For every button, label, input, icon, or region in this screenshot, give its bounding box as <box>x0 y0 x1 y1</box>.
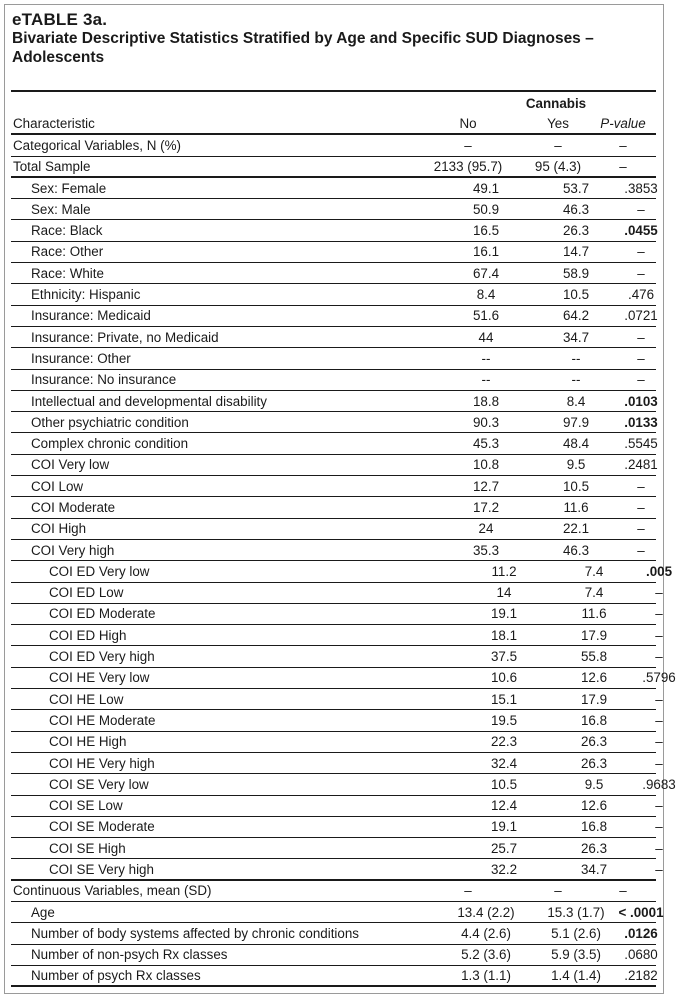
cell-yes: 48.4 <box>562 436 590 452</box>
cell-pvalue: – <box>637 350 645 366</box>
cell-pvalue: .5796 <box>642 670 676 686</box>
data-table <box>11 90 676 987</box>
cell-pvalue: < .0001 <box>618 904 664 920</box>
row-label: COI HE Very high <box>49 755 155 771</box>
row-label: Age <box>31 904 55 920</box>
cell-no: 18.8 <box>472 393 500 409</box>
row-label: Race: White <box>31 265 104 281</box>
cell-no: 18.1 <box>490 627 518 643</box>
cell-no: 22.3 <box>490 734 518 750</box>
cell-yes: 10.5 <box>562 478 590 494</box>
row-label: COI ED Low <box>49 585 124 601</box>
row-label: COI SE Low <box>49 798 123 814</box>
cell-yes: – <box>554 883 562 899</box>
col-header-pvalue: P-value <box>600 116 646 132</box>
cell-no: 17.2 <box>472 499 500 515</box>
table-row <box>11 540 656 561</box>
table-row <box>11 604 663 625</box>
table-row <box>11 625 663 646</box>
cell-yes: 5.1 (2.6) <box>551 925 601 941</box>
cell-pvalue: – <box>637 372 645 388</box>
row-label: COI ED High <box>49 627 127 643</box>
row-label: COI ED Very low <box>49 563 150 579</box>
cell-no: 11.2 <box>491 563 517 579</box>
table-row <box>11 242 656 263</box>
cell-pvalue: – <box>655 712 663 728</box>
row-label: COI Very low <box>31 457 110 473</box>
cell-pvalue: – <box>655 840 663 856</box>
cell-pvalue: – <box>637 521 645 537</box>
table-row <box>11 902 664 923</box>
table-row <box>11 710 663 731</box>
row-label: COI SE Moderate <box>49 819 155 835</box>
cell-yes: 16.8 <box>580 819 608 835</box>
cell-no: 32.4 <box>490 755 518 771</box>
cell-no: 90.3 <box>472 414 500 430</box>
cell-no: 24 <box>478 521 494 537</box>
cell-pvalue: .2182 <box>624 968 658 984</box>
table-header <box>12 10 657 67</box>
table-title-line1: Bivariate Descriptive Statistics Stratified by Age and Specific SUD Diagnoses – <box>12 30 594 47</box>
table-row <box>11 519 656 540</box>
table-row <box>11 306 656 327</box>
cell-yes: 95 (4.3) <box>534 158 582 174</box>
cell-pvalue: .476 <box>627 287 655 303</box>
cell-pvalue: – <box>655 798 663 814</box>
cell-yes: 1.4 (1.4) <box>551 968 601 984</box>
cell-yes: 9.5 <box>566 457 586 473</box>
cell-yes: 26.3 <box>580 840 608 856</box>
col-header-characteristic: Characteristic <box>13 116 95 132</box>
cell-yes: 46.3 <box>562 542 590 558</box>
cell-yes: -- <box>571 350 581 366</box>
row-label: Insurance: Private, no Medicaid <box>31 329 219 345</box>
column-group-cannabis: Cannabis <box>525 95 587 111</box>
cell-no: 13.4 (2.2) <box>457 904 515 920</box>
cell-yes: 11.6 <box>563 499 589 515</box>
cell-pvalue: .2481 <box>624 457 658 473</box>
cell-no: – <box>464 883 472 899</box>
row-label: COI Very high <box>31 542 115 558</box>
table-row <box>11 348 656 369</box>
cell-yes: 7.4 <box>584 585 604 601</box>
cell-no: – <box>464 137 472 153</box>
cell-no: 51.6 <box>472 308 500 324</box>
cell-yes: 64.2 <box>562 308 590 324</box>
cell-pvalue: .005 <box>645 563 673 579</box>
row-label: Insurance: Other <box>31 350 131 366</box>
cell-no: 50.9 <box>472 201 500 217</box>
cell-yes: 14.7 <box>562 244 590 260</box>
table-row <box>11 199 656 220</box>
cell-yes: 17.9 <box>580 627 608 643</box>
cell-yes: 34.7 <box>580 861 608 877</box>
table-row <box>11 497 656 518</box>
cell-pvalue: – <box>619 158 627 174</box>
table-row <box>11 178 656 199</box>
table-row <box>11 157 656 178</box>
table-row <box>11 732 663 753</box>
cell-pvalue: .0133 <box>624 414 658 430</box>
row-label: Insurance: Medicaid <box>31 308 151 324</box>
row-label: Other psychiatric condition <box>31 414 189 430</box>
cell-pvalue: – <box>637 329 645 345</box>
row-label: COI HE High <box>49 734 127 750</box>
cell-pvalue: .9683 <box>642 776 676 792</box>
row-label: Insurance: No insurance <box>31 372 177 388</box>
cell-yes: 9.5 <box>584 776 604 792</box>
row-label: COI SE High <box>49 840 126 856</box>
cell-pvalue: .5545 <box>624 436 658 452</box>
cell-no: 4.4 (2.6) <box>461 925 511 941</box>
row-label: COI High <box>31 521 87 537</box>
cell-pvalue: – <box>655 585 663 601</box>
row-label: Categorical Variables, N (%) <box>13 137 181 153</box>
cell-yes: 11.6 <box>581 606 607 622</box>
cell-pvalue: – <box>619 883 627 899</box>
cell-no: 2133 (95.7) <box>433 158 503 174</box>
cell-yes: 55.8 <box>580 649 608 665</box>
cell-yes: 16.8 <box>580 712 608 728</box>
cell-no: 10.5 <box>490 776 518 792</box>
table-row <box>11 646 663 667</box>
cell-pvalue: – <box>655 861 663 877</box>
cell-pvalue: – <box>637 478 645 494</box>
row-label: COI HE Moderate <box>49 712 156 728</box>
cell-yes: 46.3 <box>562 201 590 217</box>
cell-pvalue: – <box>637 265 645 281</box>
cell-no: 8.4 <box>476 287 496 303</box>
cell-pvalue: – <box>637 201 645 217</box>
cell-pvalue: – <box>655 734 663 750</box>
table-row <box>11 327 656 348</box>
cell-yes: 5.9 (3.5) <box>551 947 601 963</box>
cell-yes: 15.3 (1.7) <box>547 904 605 920</box>
cell-yes: 58.9 <box>562 265 590 281</box>
row-label: COI SE Very low <box>49 776 149 792</box>
table-row <box>11 817 663 838</box>
cell-no: 25.7 <box>490 840 518 856</box>
row-label: Race: Black <box>31 223 103 239</box>
table-row <box>11 583 663 604</box>
cell-pvalue: .0680 <box>624 947 658 963</box>
table-row <box>11 966 656 987</box>
cell-no: 12.4 <box>490 798 518 814</box>
table-row <box>11 859 663 880</box>
row-label: COI Moderate <box>31 499 116 515</box>
column-group-row <box>11 92 656 114</box>
cell-yes: -- <box>571 372 581 388</box>
row-label: COI HE Low <box>49 691 124 707</box>
cell-yes: 12.6 <box>580 798 608 814</box>
col-header-yes: Yes <box>547 116 569 132</box>
cell-yes: 10.5 <box>562 287 590 303</box>
cell-yes: 17.9 <box>580 691 608 707</box>
table-row <box>11 263 656 284</box>
table-row <box>11 476 656 497</box>
row-label: Intellectual and developmental disability <box>31 393 267 409</box>
table-title-line2: Adolescents <box>12 48 105 66</box>
cell-yes: – <box>554 137 562 153</box>
row-label: Number of body systems affected by chronic conditions <box>31 925 359 941</box>
cell-no: 16.1 <box>472 244 500 260</box>
row-label: COI Low <box>31 478 84 494</box>
row-label: COI ED Moderate <box>49 606 156 622</box>
cell-pvalue: – <box>655 755 663 771</box>
cell-pvalue: – <box>655 691 663 707</box>
table-row <box>11 561 673 582</box>
cell-pvalue: – <box>655 606 663 622</box>
row-label: Complex chronic condition <box>31 436 189 452</box>
table-row <box>11 774 676 795</box>
table-row <box>11 881 656 902</box>
cell-pvalue: – <box>637 542 645 558</box>
cell-pvalue: – <box>655 649 663 665</box>
table-label: eTABLE 3a. <box>12 10 108 29</box>
table-row <box>11 433 656 454</box>
row-label: Total Sample <box>13 158 91 174</box>
row-label: Continuous Variables, mean (SD) <box>13 883 212 899</box>
cell-pvalue: – <box>637 499 645 515</box>
row-label: Number of non-psych Rx classes <box>31 947 228 963</box>
table-row <box>11 945 656 966</box>
cell-pvalue: – <box>655 627 663 643</box>
cell-pvalue: .0103 <box>624 393 658 409</box>
table-row <box>11 923 656 944</box>
cell-yes: 26.3 <box>562 223 590 239</box>
cell-no: 35.3 <box>472 542 500 558</box>
cell-no: 5.2 (3.6) <box>461 947 511 963</box>
cell-pvalue: .0455 <box>624 223 658 239</box>
cell-no: 19.1 <box>490 606 518 622</box>
row-label: COI ED Very high <box>49 649 155 665</box>
row-label: Sex: Female <box>31 180 107 196</box>
cell-no: 19.1 <box>490 819 518 835</box>
cell-yes: 26.3 <box>580 755 608 771</box>
cell-no: 15.1 <box>490 691 518 707</box>
row-label: Ethnicity: Hispanic <box>31 287 141 303</box>
cell-pvalue: .0721 <box>624 308 658 324</box>
cell-no: 32.2 <box>490 861 518 877</box>
cell-no: 45.3 <box>472 436 500 452</box>
table-row <box>11 668 676 689</box>
cell-pvalue: – <box>619 137 627 153</box>
cell-no: 14 <box>496 585 512 601</box>
cell-yes: 26.3 <box>580 734 608 750</box>
cell-no: -- <box>481 372 491 388</box>
table-row <box>11 689 663 710</box>
cell-no: 49.1 <box>472 180 500 196</box>
table-body <box>11 135 676 987</box>
cell-yes: 34.7 <box>562 329 590 345</box>
cell-pvalue: – <box>637 244 645 260</box>
cell-no: 37.5 <box>490 649 518 665</box>
table-row <box>11 220 656 241</box>
cell-yes: 12.6 <box>580 670 608 686</box>
cell-pvalue: .0126 <box>624 925 658 941</box>
row-label: COI HE Very low <box>49 670 150 686</box>
cell-no: 19.5 <box>490 712 518 728</box>
cell-yes: 53.7 <box>562 180 590 196</box>
column-header-row <box>11 114 656 135</box>
table-row <box>11 796 663 817</box>
cell-no: -- <box>481 350 491 366</box>
row-label: COI SE Very high <box>49 861 154 877</box>
cell-no: 67.4 <box>472 265 500 281</box>
table-row <box>11 753 663 774</box>
cell-pvalue: – <box>655 819 663 835</box>
table-row <box>11 370 656 391</box>
cell-no: 16.5 <box>472 223 500 239</box>
cell-yes: 7.4 <box>584 563 604 579</box>
col-header-no: No <box>459 116 477 132</box>
cell-no: 1.3 (1.1) <box>461 968 511 984</box>
table-row <box>11 455 656 476</box>
row-label: Number of psych Rx classes <box>31 968 201 984</box>
table-row <box>11 135 656 156</box>
table-row <box>11 412 656 433</box>
table-row <box>11 284 656 305</box>
table-row <box>11 391 656 412</box>
row-label: Race: Other <box>31 244 104 260</box>
cell-no: 10.6 <box>490 670 518 686</box>
table-row <box>11 838 663 859</box>
cell-no: 12.7 <box>472 478 500 494</box>
row-label: Sex: Male <box>31 201 91 217</box>
cell-no: 44 <box>478 329 494 345</box>
cell-no: 10.8 <box>472 457 500 473</box>
cell-pvalue: .3853 <box>624 180 658 196</box>
cell-yes: 8.4 <box>566 393 586 409</box>
cell-yes: 22.1 <box>562 521 590 537</box>
cell-yes: 97.9 <box>562 414 590 430</box>
